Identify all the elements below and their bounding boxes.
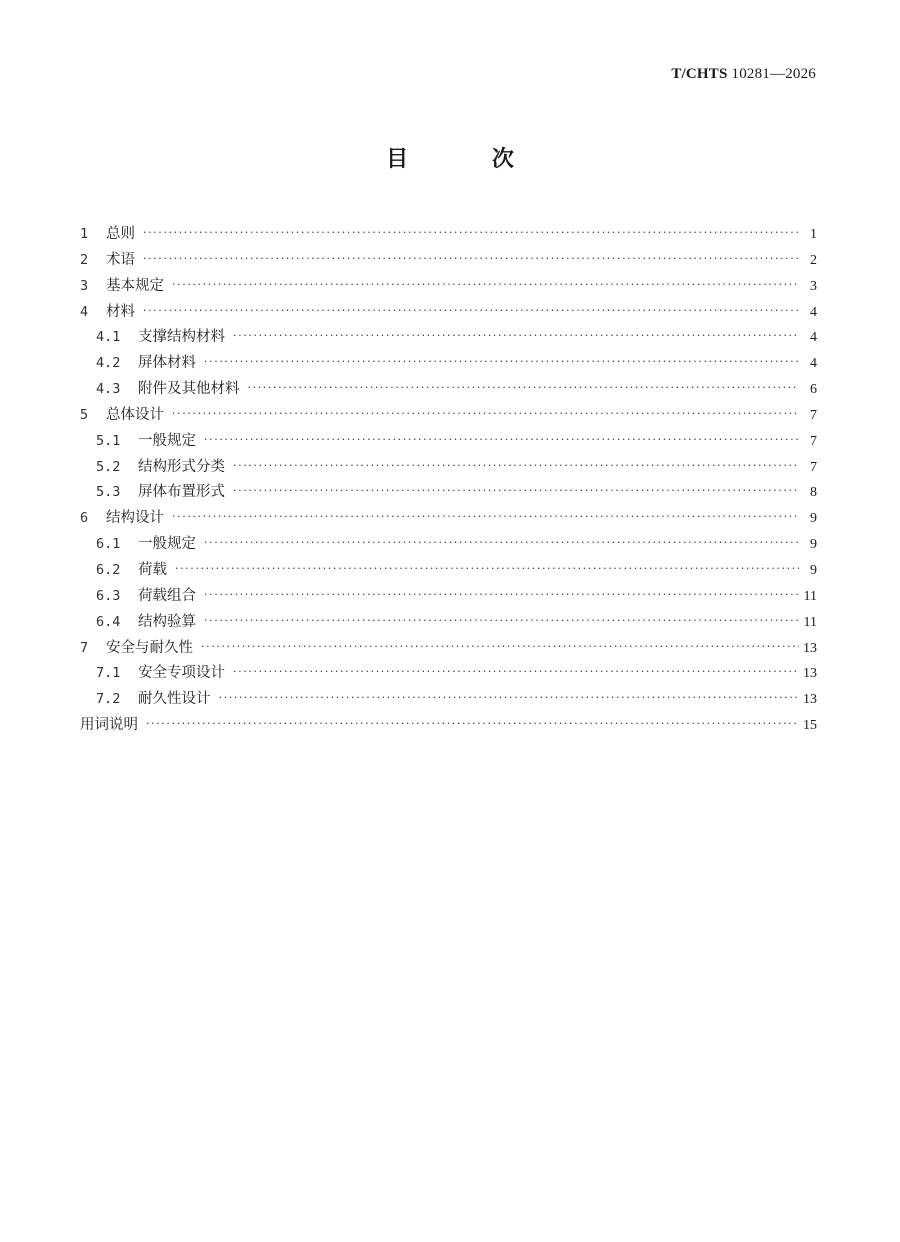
toc-leader-dots [143, 226, 799, 239]
standard-code-prefix: T/CHTS [671, 66, 728, 82]
toc-entry[interactable] [80, 325, 817, 351]
toc-entry-number: 6.3 [96, 587, 121, 604]
toc-entry-number: 6.2 [96, 561, 121, 578]
toc-leader-dots [201, 640, 799, 653]
toc-entry-number: 6.4 [96, 613, 121, 630]
toc-entry[interactable] [80, 610, 817, 636]
toc-entry-number: 5.2 [96, 458, 121, 475]
toc-entry-page-number: 1 [810, 227, 817, 242]
toc-entry-number: 2 [80, 251, 89, 268]
toc-leader-dots [204, 614, 799, 627]
toc-entry[interactable] [80, 558, 817, 584]
toc-leader-dots [172, 407, 799, 420]
toc-entry-page-number: 13 [803, 640, 817, 656]
toc-entry-label: 屏体布置形式 [138, 484, 225, 501]
toc-leader-dots [204, 536, 799, 549]
toc-entry-page-number: 13 [803, 692, 817, 708]
toc-entry[interactable] [80, 636, 817, 662]
toc-entry-label: 材料 [106, 303, 135, 320]
toc-entry-label: 支撑结构材料 [138, 329, 225, 346]
toc-entry-number: 7.2 [96, 691, 121, 708]
toc-entry[interactable] [80, 222, 817, 248]
toc-entry[interactable] [80, 429, 817, 455]
toc-entry-number: 7 [80, 639, 89, 656]
toc-leader-dots [204, 355, 799, 368]
toc-leader-dots [172, 278, 799, 291]
toc-entry-number: 7.1 [96, 665, 121, 682]
toc-entry-label: 附件及其他材料 [138, 381, 240, 398]
toc-entry-label: 屏体材料 [138, 355, 196, 372]
toc-entry-page-number: 7 [810, 433, 817, 449]
toc-entry[interactable] [80, 713, 817, 739]
toc-entry[interactable] [80, 532, 817, 558]
toc-entry-number: 1 [80, 226, 89, 242]
toc-entry-page-number: 13 [803, 666, 817, 682]
toc-entry[interactable] [80, 300, 817, 326]
toc-entry-label: 荷载组合 [138, 587, 196, 604]
toc-entry-label: 耐久性设计 [138, 691, 211, 708]
toc-entry-number: 5 [80, 406, 89, 423]
toc-leader-dots [204, 588, 799, 601]
toc-entry-page-number: 8 [810, 485, 817, 501]
toc-entry[interactable] [80, 248, 817, 274]
toc-leader-dots [233, 665, 799, 678]
standard-code [671, 66, 816, 83]
toc-entry-number: 6.1 [96, 536, 121, 553]
toc-entry-number: 4.1 [96, 329, 121, 346]
toc-entry-number: 4 [80, 303, 89, 320]
toc-leader-dots [233, 459, 799, 472]
toc-entry-label: 结构验算 [138, 613, 196, 630]
toc-entry-number: 5.3 [96, 484, 121, 501]
toc-entry-page-number: 6 [810, 382, 817, 398]
toc-entry-page-number: 7 [810, 459, 817, 475]
toc-entry-label: 用词说明 [80, 717, 138, 734]
toc-leader-dots [143, 252, 799, 265]
toc-entry[interactable] [80, 403, 817, 429]
toc-entry-number: 4.3 [96, 381, 121, 398]
toc-entry[interactable] [80, 455, 817, 481]
toc-entry-page-number: 11 [803, 588, 817, 604]
toc-entry-page-number: 3 [810, 278, 817, 294]
toc-entry-label: 结构形式分类 [138, 458, 225, 475]
toc-entry-page-number: 4 [810, 330, 817, 346]
table-of-contents [80, 222, 817, 739]
toc-leader-dots [233, 329, 799, 342]
toc-entry-page-number: 7 [810, 407, 817, 423]
toc-entry-label: 总体设计 [106, 406, 164, 423]
toc-entry-page-number: 4 [810, 356, 817, 372]
toc-entry-page-number: 9 [810, 511, 817, 527]
toc-entry[interactable] [80, 351, 817, 377]
toc-entry-number: 6 [80, 510, 89, 527]
toc-entry-number: 4.2 [96, 355, 121, 372]
toc-entry[interactable] [80, 274, 817, 300]
toc-entry-label: 荷载 [138, 561, 167, 578]
toc-entry-label: 安全专项设计 [138, 665, 225, 682]
toc-entry-label: 一般规定 [138, 536, 196, 553]
toc-leader-dots [204, 433, 799, 446]
toc-leader-dots [172, 510, 799, 523]
toc-entry-label: 结构设计 [106, 510, 164, 527]
standard-code-number: 10281—2026 [731, 66, 816, 82]
toc-entry[interactable] [80, 480, 817, 506]
toc-entry-label: 总则 [106, 226, 135, 242]
toc-entry-page-number: 4 [810, 304, 817, 320]
page-title: 目 次 [386, 147, 552, 172]
toc-leader-dots [146, 717, 799, 730]
toc-entry[interactable] [80, 687, 817, 713]
toc-entry-page-number: 15 [803, 718, 817, 734]
toc-entry[interactable] [80, 661, 817, 687]
toc-entry-page-number: 9 [810, 537, 817, 553]
toc-entry[interactable] [80, 377, 817, 403]
toc-leader-dots [248, 381, 800, 394]
toc-entry-page-number: 2 [810, 252, 817, 268]
toc-entry[interactable] [80, 506, 817, 532]
toc-leader-dots [233, 484, 799, 497]
toc-entry-number: 3 [80, 277, 89, 294]
toc-entry-label: 一般规定 [138, 432, 196, 449]
toc-entry[interactable] [80, 584, 817, 610]
toc-entry-label: 安全与耐久性 [106, 639, 193, 656]
toc-entry-page-number: 11 [803, 614, 817, 630]
toc-entry-label: 基本规定 [106, 277, 164, 294]
toc-leader-dots [175, 562, 799, 575]
toc-entry-page-number: 9 [810, 562, 817, 578]
toc-leader-dots [143, 304, 799, 317]
toc-entry-number: 5.1 [96, 432, 121, 449]
toc-leader-dots [219, 691, 800, 704]
toc-entry-label: 术语 [106, 251, 135, 268]
